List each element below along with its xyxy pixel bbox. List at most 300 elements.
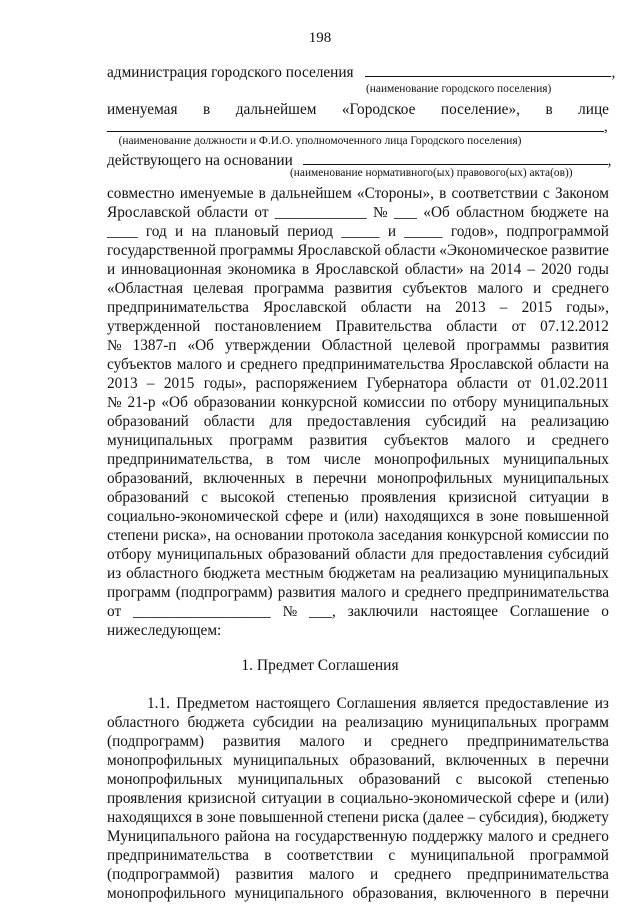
named-word: дальнейшем [235,101,317,118]
word: малого [176,356,223,373]
word: по [593,527,609,544]
word: монопрофильных [377,470,493,487]
word: малого [340,584,387,601]
word: конкурсной [281,394,358,411]
word: развития [277,584,336,601]
word: и [363,733,372,750]
word: и [561,790,570,807]
word: развития [334,280,393,297]
word: 2015 [163,375,195,392]
word: проявления [361,489,437,506]
word: на [400,565,416,582]
preamble-line [107,545,609,564]
word: основании [234,527,304,544]
word: постановлением [214,318,322,335]
word: экономика [227,261,296,278]
word: для [411,546,434,563]
word: находящихся [107,809,193,826]
word: 2013 [455,299,486,316]
word: образований [268,546,350,563]
word: на [593,204,609,221]
word: отбору [107,546,152,563]
word: образований [358,771,441,788]
word: сфере [285,508,324,525]
word: предпринимательства [467,866,609,883]
settlement-blank [365,63,611,77]
word: протокола [307,527,374,544]
word: предпринимательства, [107,451,253,468]
word: в [266,451,274,468]
word: по [430,394,447,411]
word: (подпрограммой) [107,866,220,883]
word: ситуации [261,790,322,807]
word: малого [465,432,511,449]
word: среднего [551,432,609,449]
word: и [391,584,400,601]
word: № [282,603,298,620]
clause-line [107,770,609,789]
word: развития [222,733,281,750]
word: бюджету [551,809,609,826]
clause-line [107,732,609,751]
word: среднего [551,280,609,297]
word: в [301,261,310,278]
word: областного [107,714,180,731]
word: бюджете [530,204,588,221]
word: предоставление [485,695,589,712]
word: развития [551,337,609,354]
word: – [467,809,476,826]
word: развития [309,432,368,449]
word: предпринимательства [107,299,249,316]
word: на [274,828,290,845]
word: программ [229,432,293,449]
named-word: в [545,101,553,118]
word: муниципальных [107,432,213,449]
preamble-line [107,184,609,203]
word: монопрофильного [107,885,226,902]
clause-line [107,865,609,884]
word: муниципальных [503,565,609,582]
preamble-line [107,488,609,507]
word: 01.02.2011 [540,375,609,392]
word: (далее [422,809,464,826]
word: зоне [489,508,519,525]
word: __________________ [133,603,271,620]
word: Предметом [176,695,250,712]
preamble-line [107,450,609,469]
word: подпрограммой [506,223,609,240]
word: сфере [517,790,556,807]
word: конкурсной [446,527,523,544]
word: № [107,337,122,354]
word: в [476,508,484,525]
word: «Стороны», [356,185,434,202]
clause-line [107,789,609,808]
word: образований, [107,470,193,487]
word: 21-р [127,394,156,411]
word: области [196,204,249,221]
word: из [594,695,609,712]
word: образования, [352,885,438,902]
word: в [539,885,548,902]
preamble-line [107,431,609,450]
official-hint: (наименование должности и Ф.И.О. уполномоченного лица Городского поселения) [118,135,522,147]
word: предпринимательства [467,584,609,601]
word: № [373,204,388,221]
word: муниципальных [503,451,609,468]
word: малого [309,866,355,883]
word: субсидий [547,546,609,563]
word: числе [323,451,361,468]
word: монопрофильных [107,752,223,769]
settlement-hint: (наименование городского поселения) [366,83,552,95]
preamble-line [107,469,609,488]
word: находящихся [384,508,470,525]
word: и [538,828,547,845]
word: монопрофильных [107,771,223,788]
word: с [543,185,550,202]
word: _____ [341,223,380,240]
word: от [517,375,532,392]
word: реализацию [345,714,424,731]
word: (или) [574,790,609,807]
word: с [455,771,463,788]
word: соответствии [451,185,538,202]
basis-line: действующего на основании , [107,152,612,169]
word: степени [107,527,159,544]
word: малого [299,733,345,750]
word: государственную [294,828,408,845]
word: «Областная [107,280,184,297]
preamble-line [107,602,609,621]
named-word: в [202,101,211,118]
word: в [264,847,272,864]
word: «Об [187,337,214,354]
word: Ярославской [449,356,533,373]
named-word: лице [578,101,609,118]
word: субсидий [425,413,487,430]
word: на [191,223,207,240]
word: высокой [477,771,533,788]
word: монопрофильных [374,451,490,468]
word: годы [577,261,609,278]
word: на [593,356,609,373]
word: (или) [344,508,379,525]
word: образований, [349,752,436,769]
word: от [107,603,122,620]
word: № [107,394,122,411]
admin-label: администрация городского поселения [107,64,354,81]
named-word: «Городское [341,101,416,118]
word: Ярославской [263,299,347,316]
word: на [321,714,337,731]
admin-line: администрация городского поселения , [107,64,616,81]
word: муниципальных [431,714,538,731]
named-word: поселение», [440,101,520,118]
word: ___, [309,603,336,620]
preamble-line [107,260,609,279]
word: перечни [313,470,367,487]
word: субсидии [252,714,314,731]
word: Законом [554,185,609,202]
word: бюджета [187,714,245,731]
preamble-line [107,526,609,545]
word: – [146,375,155,392]
official-comma: , [604,119,608,135]
word: в [439,185,447,202]
word: распоряжением [255,375,358,392]
word: предоставления [306,413,411,430]
word: (подпрограмм) [175,584,273,601]
word: и [175,223,184,240]
word: «Об [161,394,188,411]
word: повышенной [239,809,324,826]
word: ____________ [274,204,367,221]
word: от [254,204,269,221]
preamble-line [107,355,609,374]
word: среднего [404,584,462,601]
word: включенного [445,885,531,902]
basis-blank [303,151,608,165]
word: 1.1. [147,695,170,712]
word: района [224,828,270,845]
word: Соглашение [509,603,590,620]
word: ___ [393,204,417,221]
word: утвержденной [107,318,201,335]
word: программ [545,714,609,731]
word: отбору [452,394,498,411]
word: муниципального [234,885,344,902]
word: 2013 [107,375,138,392]
word: год [145,223,167,240]
word: среднего [390,733,449,750]
word: Ярославской [107,204,191,221]
word: муниципальных [503,470,609,487]
clause-line [107,846,609,865]
word: заседания [378,527,443,544]
word: Ярославской [297,242,381,259]
word: из [107,565,122,582]
word: муниципальных [233,752,339,769]
word: и [387,223,397,240]
page-number: 198 [308,30,332,46]
word: области [355,546,407,563]
word: включенных [203,470,286,487]
word: программы [466,337,541,354]
clause-line [107,713,609,732]
word: муниципальной [410,847,515,864]
word: субъектов [107,356,172,373]
word: утверждении [224,337,311,354]
word: области [360,299,412,316]
word: бюджетам [328,565,396,582]
word: и [526,432,536,449]
preamble-line [107,583,609,602]
word: настоящего [255,695,331,712]
word: среднего [551,828,609,845]
clause-line [107,808,609,827]
word: период [287,223,334,240]
preamble-line [107,374,609,393]
word: области [384,242,436,259]
word: на [425,299,441,316]
word: «Экономическое [439,242,548,259]
word: совместно [107,185,175,202]
word: проявления [107,790,183,807]
word: Правительства [335,318,432,335]
word: инновационная [121,261,222,278]
word: степени [327,809,379,826]
word: Соглашения [336,695,417,712]
word: предпринимательства [107,847,249,864]
word: зоне [206,809,236,826]
word: для [269,413,293,430]
word: Ярославской [315,261,399,278]
word: высокой [220,489,275,506]
word: на [469,261,485,278]
word: программ [107,584,171,601]
word: реализацию [530,413,609,430]
preamble-line [107,336,609,355]
word: с [388,847,396,864]
clause-line [107,827,609,846]
word: малого [477,280,523,297]
word: кризисной [448,489,517,506]
word: с [201,489,208,506]
word: областного [126,565,199,582]
word: в [195,809,204,826]
word: в [295,470,303,487]
named-word: именуемая [107,101,178,118]
word: том [286,451,311,468]
word: перечни [555,752,609,769]
word: и [370,866,379,883]
word: комиссии [363,394,425,411]
word: годов», [450,223,499,240]
word: реализацию [420,565,499,582]
word: предпринимательства [467,733,609,750]
word: в [538,752,546,769]
word: области [446,318,498,335]
word: в [258,185,266,202]
word: программой [529,847,609,864]
word: ____ [107,223,138,240]
word: риска», [162,527,212,544]
word: среднего [240,356,298,373]
word: муниципальных [503,394,609,411]
word: области» [404,261,464,278]
word: риска [382,809,420,826]
word: образовании [193,394,276,411]
word: Муниципального [107,828,220,845]
word: – [499,299,508,316]
word: дальнейшем [271,185,352,202]
named-line [107,100,609,119]
preamble-line [107,279,609,298]
word: и [329,508,338,525]
word: степенью [286,489,349,506]
preamble-line [107,412,609,431]
word: 2020 [541,261,572,278]
word: предоставления [439,546,543,563]
word: плановый [214,223,279,240]
word: образований [107,413,189,430]
word: областном [456,204,525,221]
word: развитие [551,242,609,259]
word: 1387-п [132,337,177,354]
word: комиссии [526,527,589,544]
clause-line [107,751,609,770]
word: бюджета [203,565,261,582]
word: и [107,261,116,278]
word: 2015 [521,299,553,316]
word: ситуации [529,489,590,506]
word: социально-экономической [107,508,279,525]
word: «Об [423,204,450,221]
word: повышенной [524,508,609,525]
word: субсидия), [478,809,548,826]
word: среднего [393,866,452,883]
word: годы», [203,375,247,392]
word: соответствии [286,847,374,864]
word: степенью [547,771,609,788]
word: программа [253,280,325,297]
word: области [203,413,255,430]
word: 2014 [490,261,522,278]
word: области [537,356,589,373]
word: образований [107,489,189,506]
word: поддержку [412,828,484,845]
basis-hint: (наименование нормативного(ых) правового(ых) акта(ов)) [290,167,573,179]
word: – [527,261,535,278]
word: Губернатора [366,375,448,392]
word: муниципальных [156,546,263,563]
word: годы», [566,299,609,316]
word: развития [235,866,294,883]
word: малого [488,828,534,845]
word: Областной [321,337,392,354]
word: программы [219,242,294,259]
word: местным [265,565,324,582]
word: включенных [445,752,528,769]
word: в [327,790,335,807]
clause-line [147,694,609,713]
preamble-line [107,317,609,336]
preamble-line [107,203,609,222]
word: настоящее [430,603,499,620]
word: _____ [404,223,443,240]
word: государственной [107,242,217,259]
preamble-line [107,564,609,583]
word: области [456,375,508,392]
clause-line [107,884,609,903]
word: является [422,695,479,712]
word: социально-экономической [340,790,512,807]
preamble-line [107,298,609,317]
word: и [227,356,236,373]
word: предпринимательства [302,356,445,373]
word: перечни [555,885,609,902]
word: субъектов [402,280,468,297]
word: 07.12.2012 [540,318,609,335]
word: кризисной [187,790,256,807]
word: о [601,603,609,620]
word: в [601,489,609,506]
preamble-line [107,241,609,260]
section-heading: 1. Предмет Соглашения [241,657,399,674]
word: и [533,280,542,297]
